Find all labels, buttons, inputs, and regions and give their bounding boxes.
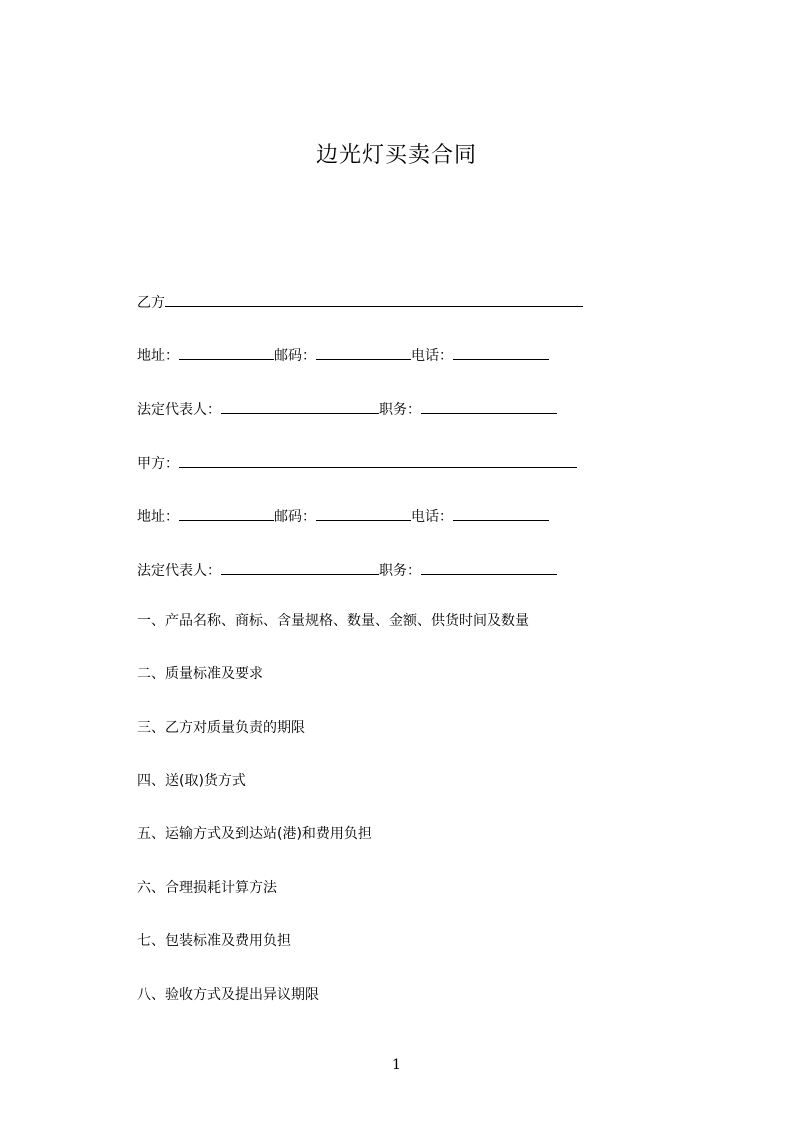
document-title: 边光灯买卖合同 [315, 143, 477, 168]
party-a-name-blank [179, 452, 577, 468]
party-b-name-blank [165, 291, 583, 307]
party-b-contact-line [137, 344, 549, 366]
party-b-rep-blank [221, 398, 379, 414]
section-heading: 四、送(取)货方式 [137, 773, 246, 789]
party-a-address-blank [179, 505, 274, 521]
party-a-address-label: 地址： [137, 509, 179, 525]
party-b-position-blank [421, 398, 557, 414]
party-b-postcode-blank [316, 344, 411, 360]
party-b-phone-label: 电话： [411, 348, 453, 364]
party-b-label: 乙方 [137, 295, 165, 311]
party-b-phone-blank [453, 344, 549, 360]
party-b-postcode-label: 邮码： [274, 348, 316, 364]
party-a-rep-label: 法定代表人： [137, 563, 221, 579]
section-heading: 六、合理损耗计算方法 [137, 880, 277, 896]
party-b-address-blank [179, 344, 274, 360]
party-a-postcode-blank [316, 505, 411, 521]
section-heading: 七、包装标准及费用负担 [137, 933, 291, 949]
party-a-postcode-label: 邮码： [274, 509, 316, 525]
party-b-rep-label: 法定代表人： [137, 402, 221, 418]
party-a-rep-line [137, 559, 557, 581]
party-a-line [137, 452, 577, 474]
section-heading: 五、运输方式及到达站(港)和费用负担 [137, 826, 372, 842]
party-a-rep-blank [221, 559, 379, 575]
party-b-rep-line [137, 398, 557, 420]
party-b-line [137, 291, 583, 313]
section-heading: 一、产品名称、商标、含量规格、数量、金额、供货时间及数量 [137, 613, 529, 629]
party-b-position-label: 职务： [379, 402, 421, 418]
section-heading: 八、验收方式及提出异议期限 [137, 987, 319, 1003]
page-number: 1 [392, 1057, 401, 1073]
party-a-position-label: 职务： [379, 563, 421, 579]
party-a-phone-label: 电话： [411, 509, 453, 525]
party-a-position-blank [421, 559, 557, 575]
party-a-label: 甲方： [137, 456, 179, 472]
party-a-contact-line [137, 505, 549, 527]
party-a-phone-blank [453, 505, 549, 521]
section-heading: 二、质量标准及要求 [137, 666, 263, 682]
section-heading: 三、乙方对质量负责的期限 [137, 720, 305, 736]
party-b-address-label: 地址： [137, 348, 179, 364]
